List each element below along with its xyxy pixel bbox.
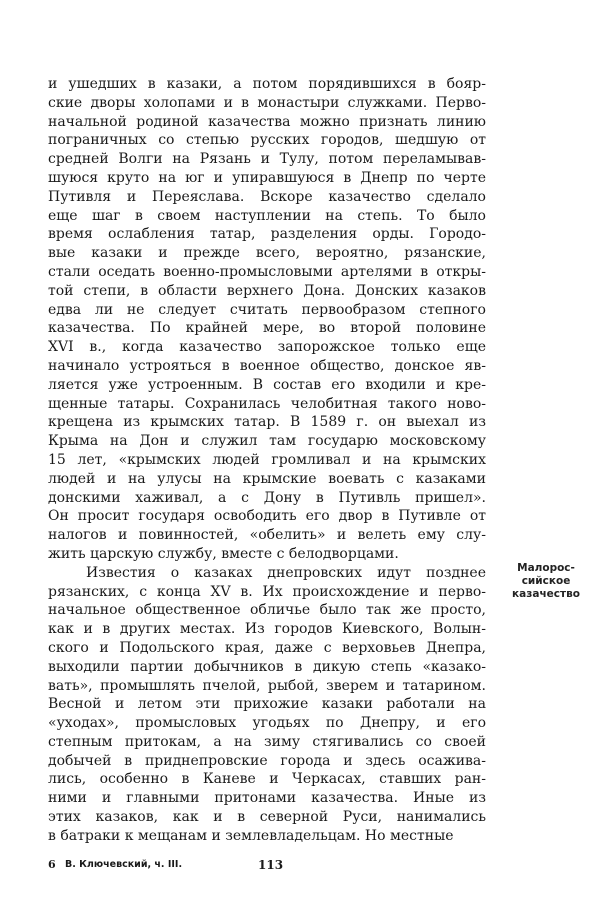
text-line: Известия о казаках днепровских идут позднее bbox=[86, 564, 486, 581]
running-footer-author: В. Ключевский, ч. III. bbox=[65, 859, 183, 870]
text-line: XVI в., когда казачество запорожское только еще bbox=[48, 339, 486, 356]
text-line: рязанских, с конца XV в. Их происхождение и перво- bbox=[48, 583, 486, 600]
text-line: вые казаки и прежде всего, вероятно, рязанские, bbox=[48, 245, 486, 262]
margin-note-line: Малорос- bbox=[517, 562, 575, 574]
text-line: как и в других местах. Из городов Киевского, Волын- bbox=[48, 621, 486, 638]
page-number: 113 bbox=[258, 858, 284, 872]
text-line: вать», промышлять пчелой, рыбой, зверем и татарином. bbox=[48, 677, 486, 694]
text-line: налогов и повинностей, «обелить» и велеть ему слу- bbox=[48, 527, 486, 544]
text-line: начальной родиной казачества можно признать линию bbox=[48, 113, 486, 130]
text-line: Он просит государя освободить его двор в Путивле от bbox=[48, 508, 486, 525]
text-line: жить царскую службу, вместе с белодворцами. bbox=[48, 545, 399, 562]
signature-mark: 6 bbox=[48, 858, 56, 871]
text-line: степным притокам, а на зиму стягивались со своей bbox=[48, 733, 486, 750]
text-line: ними и главными притонами казачества. Иные из bbox=[48, 790, 486, 807]
paragraph bbox=[48, 564, 486, 846]
text-line: донскими хаживал, а с Дону в Путивль пришел». bbox=[48, 489, 486, 506]
body-text bbox=[48, 75, 486, 846]
text-line: еще шаг в своем наступлении на степь. То было bbox=[48, 207, 486, 224]
text-line: крещена из крымских татар. В 1589 г. он выехал из bbox=[48, 414, 486, 431]
text-line: этих казаков, как и в северной Руси, нанимались bbox=[48, 809, 486, 826]
text-line: выходили партии добычников в дикую степь «казако- bbox=[48, 658, 486, 675]
text-line: ские дворы холопами и в монастыри служками. Перво- bbox=[48, 94, 486, 111]
text-line: пограничных со степью русских городов, шедшую от bbox=[48, 132, 486, 149]
page-footer bbox=[48, 858, 486, 878]
text-line: ского и Подольского края, даже с верховьев Днепра, bbox=[48, 639, 486, 656]
text-line: начинало устрояться в военное общество, донское яв- bbox=[48, 357, 486, 374]
text-line: Крыма на Дон и служил там государю московскому bbox=[48, 433, 486, 450]
text-line: казачества. По крайней мере, во второй половине bbox=[48, 320, 486, 337]
margin-note bbox=[496, 562, 596, 601]
text-line: шуюся круто на юг и упиравшуюся в Днепр по черте bbox=[48, 169, 486, 186]
text-line: Весной и летом эти прихожие казаки работали на bbox=[48, 696, 486, 713]
text-line: время ослабления татар, разделения орды. Городо- bbox=[48, 226, 486, 243]
text-line: добычей в приднепровские города и здесь осажива- bbox=[48, 752, 486, 769]
text-line: 15 лет, «крымских людей громливал и на крымских bbox=[48, 451, 486, 468]
margin-note-line: казачество bbox=[512, 588, 580, 600]
text-line: ляется уже устроенным. В состав его входили и кре- bbox=[48, 376, 486, 393]
text-line: Путивля и Переяслава. Вскоре казачество сделало bbox=[48, 188, 486, 205]
text-line: и ушедших в казаки, а потом порядившихся в бояр- bbox=[48, 76, 486, 92]
text-line: едва ли не следует считать первообразом степного bbox=[48, 301, 486, 318]
text-line: в батраки к мещанам и землевладельцам. Но местные bbox=[48, 827, 454, 844]
text-line: средней Волги на Рязань и Тулу, потом переламывав- bbox=[48, 151, 486, 168]
text-line: лись, особенно в Каневе и Черкасах, ставших ран- bbox=[48, 771, 486, 788]
margin-note-line: сийское bbox=[521, 575, 571, 587]
paragraph bbox=[48, 75, 486, 564]
text-line: «уходах», промысловых угодьях по Днепру, и его bbox=[48, 715, 486, 732]
text-line: начальное общественное обличье было так же просто, bbox=[48, 602, 486, 619]
text-line: стали оседать военно-промысловыми артелями в откры- bbox=[48, 263, 486, 280]
text-line: той степи, в области верхнего Дона. Донских казаков bbox=[48, 282, 486, 299]
text-line: людей и на улусы на крымские воевать с казаками bbox=[48, 470, 486, 487]
text-line: щенные татары. Сохранилась челобитная такого ново- bbox=[48, 395, 486, 412]
